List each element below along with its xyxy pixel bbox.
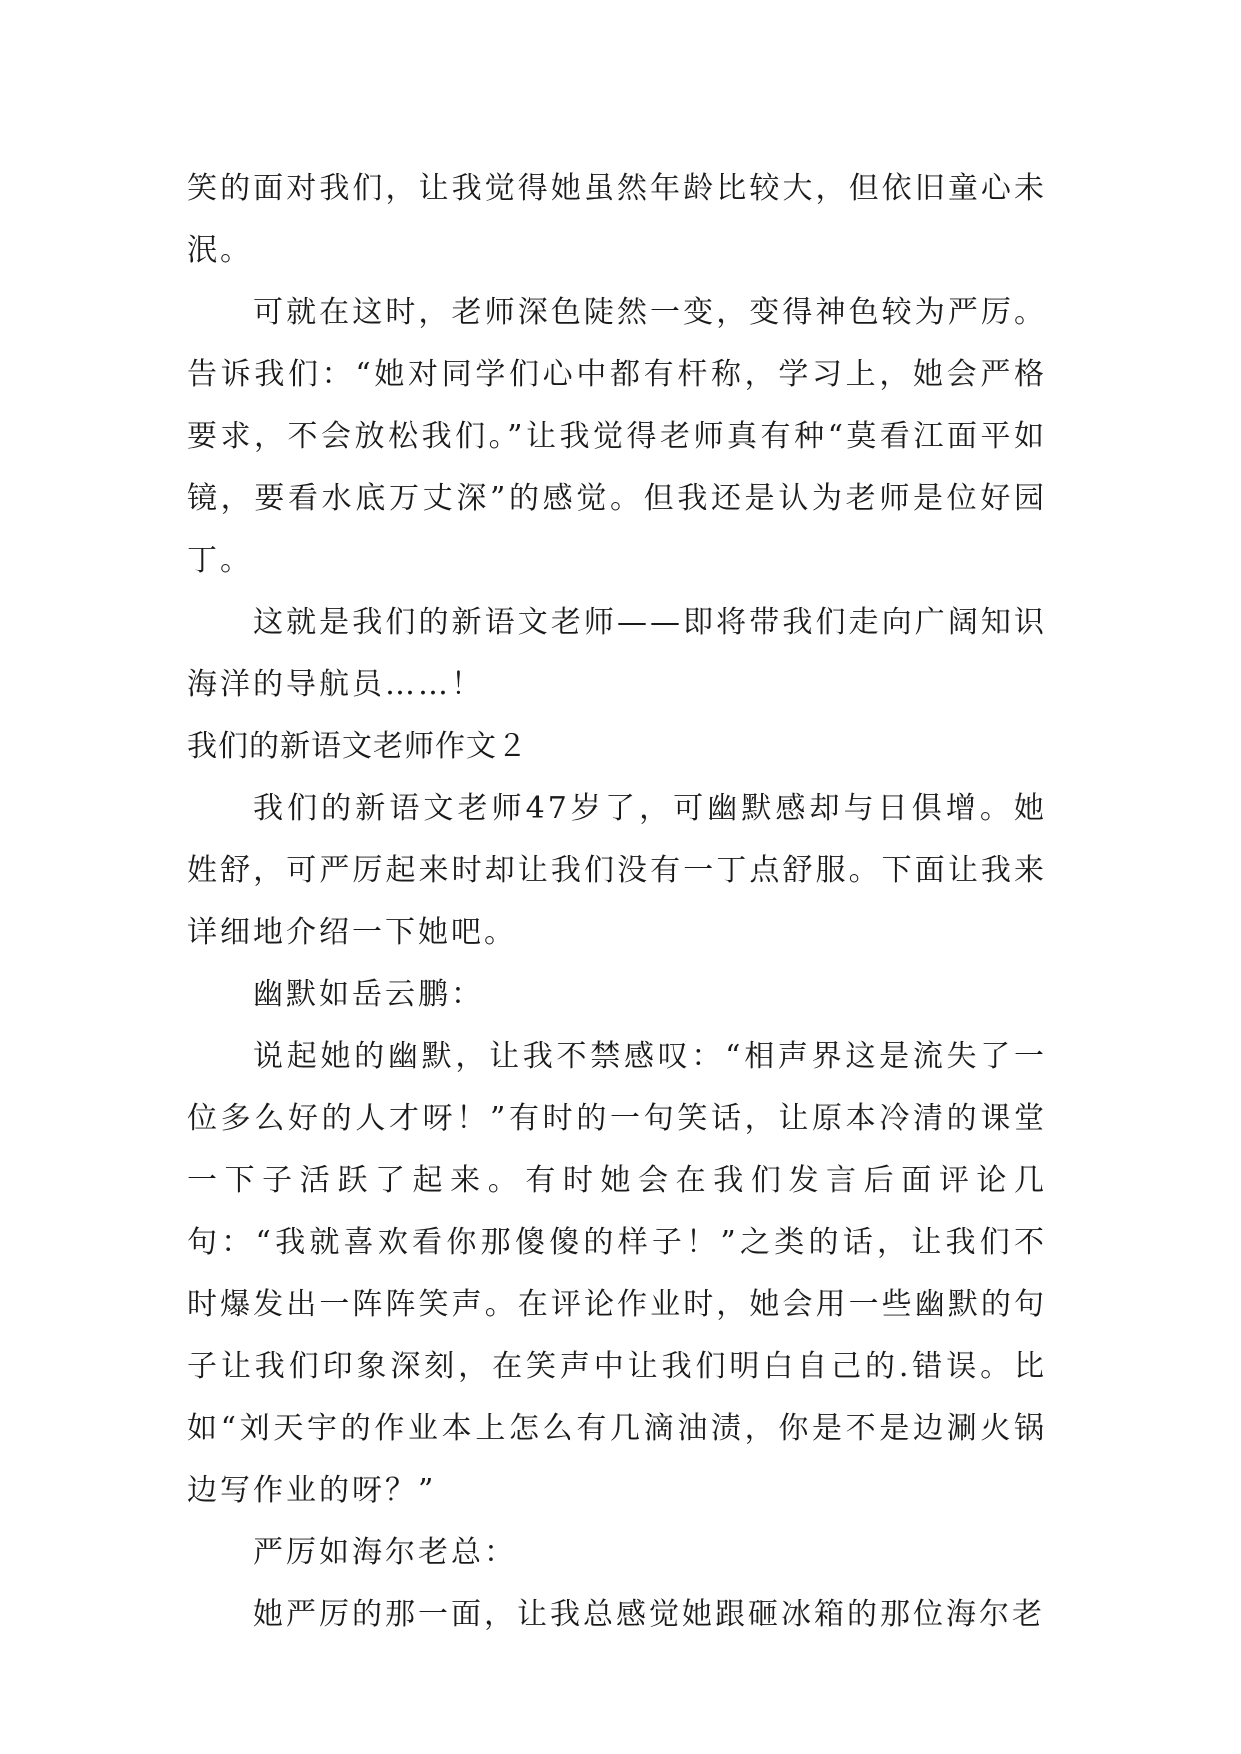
essay-title-2: 我们的新语文老师作文２ bbox=[187, 729, 528, 764]
paragraph-6: 说起她的幽默，让我不禁感叹：“相声界这是流失了一位多么好的人才呀！”有时的一句笑话，让原本冷清的课堂一下子活跃了起来。有时她会在我们发言后面评论几句：“我就喜欢看你那傻傻的样子！”之类的话，让我们不时爆发出一阵阵笑声。在评论作业时，她会用一些幽默的句子让我们印象深刻，在笑声中让我们明白自己的.错误。比如“刘天宇的作业本上怎么有几滴油渍，你是不是边涮火锅边写作业的呀？” bbox=[187, 1039, 1047, 1508]
section-heading-humor: 幽默如岳云鹏： bbox=[253, 977, 484, 1012]
paragraph-4: 我们的新语文老师47岁了，可幽默感却与日俱增。她姓舒，可严厉起来时却让我们没有一丁点舒服。下面让我来详细地介绍一下她吧。 bbox=[187, 791, 1047, 950]
paragraph-8: 她严厉的那一面，让我总感觉她跟砸冰箱的那位海尔老 bbox=[253, 1597, 1045, 1632]
paragraph-3: 这就是我们的新语文老师——即将带我们走向广阔知识海洋的导航员……！ bbox=[187, 605, 1047, 702]
paragraph-2: 可就在这时，老师深色陡然一变，变得神色较为严厉。告诉我们：“她对同学们心中都有杆称，学习上，她会严格要求，不会放松我们。”让我觉得老师真有种“莫看江面平如镜，要看水底万丈深”的感觉。但我还是认为老师是位好园丁。 bbox=[187, 295, 1047, 578]
paragraph-1: 笑的面对我们，让我觉得她虽然年龄比较大，但依旧童心未泯。 bbox=[187, 171, 1047, 268]
document-body bbox=[187, 158, 1047, 1646]
section-heading-strict: 严厉如海尔老总： bbox=[253, 1535, 517, 1570]
